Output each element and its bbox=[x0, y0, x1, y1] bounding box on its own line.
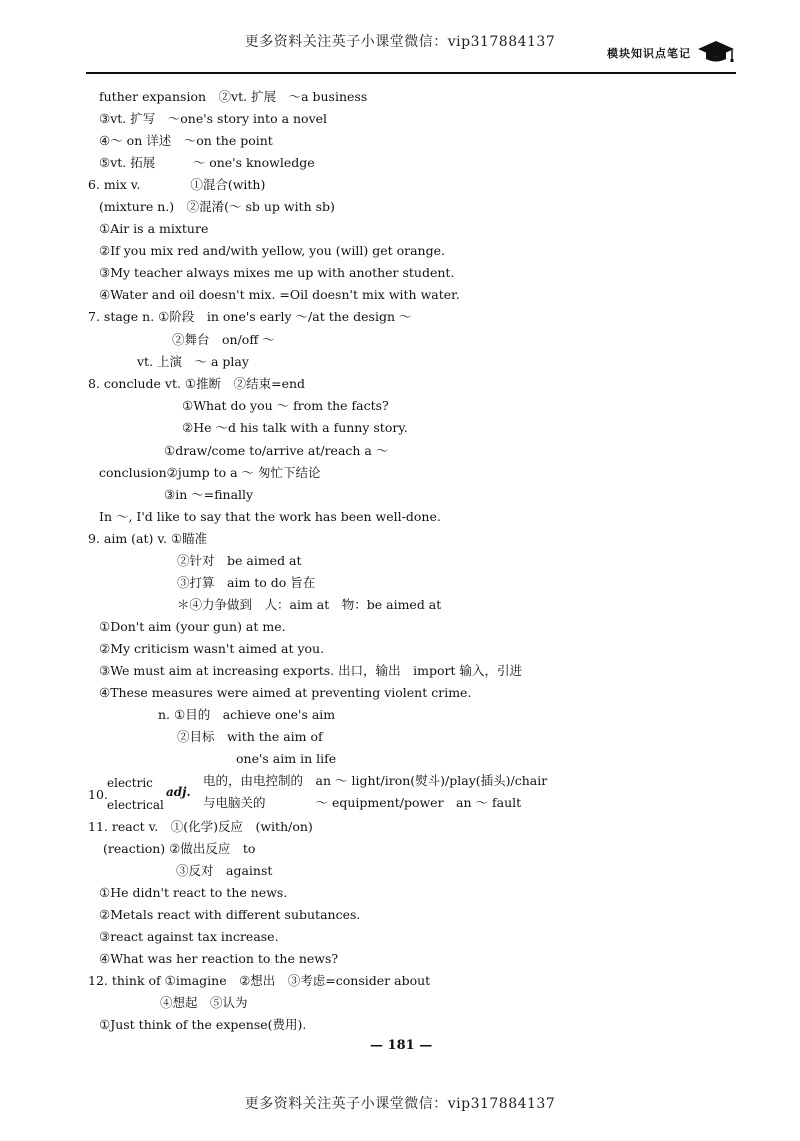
adj-label: adj. bbox=[166, 785, 191, 799]
line: ②目标 with the aim of bbox=[177, 729, 323, 744]
line: ④What was her reaction to the news? bbox=[99, 951, 339, 966]
line: electrical bbox=[107, 798, 164, 812]
line: ①Don't aim (your gun) at me. bbox=[99, 619, 286, 634]
line: ③react against tax increase. bbox=[99, 929, 279, 944]
line: In ～, I'd like to say that the work has been well-done. bbox=[99, 509, 441, 524]
module-label: 模块知识点笔记 bbox=[607, 47, 691, 60]
line: ①He didn't react to the news. bbox=[99, 885, 288, 900]
line: ②My criticism wasn't aimed at you. bbox=[99, 641, 325, 656]
line: conclusion②jump to a ～ 匆忙下结论 bbox=[99, 465, 321, 480]
line: ③vt. 扩写 ～one's story into a novel bbox=[99, 111, 328, 126]
line: 10. bbox=[88, 787, 108, 802]
line: vt. 上演 ～ a play bbox=[137, 354, 249, 369]
line: ②Metals react with different subutances. bbox=[99, 907, 361, 922]
line: (mixture n.) ②混淆(～ sb up with sb) bbox=[99, 199, 335, 214]
line: ③in ～=finally bbox=[164, 487, 254, 502]
line: (reaction) ②做出反应 to bbox=[103, 841, 256, 856]
line: 6. mix v. ①混合(with) bbox=[88, 177, 266, 192]
graduation-cap-icon bbox=[696, 38, 736, 64]
line: ①draw/come to/arrive at/reach a ～ bbox=[164, 443, 389, 458]
line: ⑤vt. 拓展 ～ one's knowledge bbox=[99, 155, 315, 170]
line: 电的，由电控制的 an ～ light/iron(熨斗)/play(插头)/chair bbox=[203, 773, 548, 788]
line: ④Water and oil doesn't mix. =Oil doesn't mix with water. bbox=[99, 287, 460, 302]
line: 12. think of ①imagine ②想出 ③考虑=consider about bbox=[88, 973, 431, 988]
line: ④想起 ⑤认为 bbox=[160, 995, 248, 1010]
line: 与电脑关的 ～ equipment/power an ～ fault bbox=[203, 795, 522, 810]
page-number: — 181 — bbox=[370, 1038, 433, 1053]
top-banner: 更多资料关注英子小课堂微信：vip317884137 bbox=[244, 34, 556, 50]
line: electric bbox=[107, 776, 153, 790]
line: ②针对 be aimed at bbox=[177, 553, 302, 568]
line: 8. conclude vt. ①推断 ②结束=end bbox=[88, 376, 306, 391]
line: ③打算 aim to do 旨在 bbox=[177, 575, 316, 590]
line: 9. aim (at) v. ①瞄准 bbox=[88, 531, 208, 546]
line: ②If you mix red and/with yellow, you (will) get orange. bbox=[99, 243, 445, 258]
line: n. ①目的 achieve one's aim bbox=[158, 707, 336, 722]
line: ④～ on 详述 ～on the point bbox=[99, 133, 273, 148]
line: ①What do you ～ from the facts? bbox=[182, 398, 389, 413]
bottom-banner: 更多资料关注英子小课堂微信：vip317884137 bbox=[244, 1096, 556, 1112]
line: ④These measures were aimed at preventing violent crime. bbox=[99, 685, 472, 700]
line: ②He ～d his talk with a funny story. bbox=[182, 420, 408, 435]
line: 11. react v. ①(化学)反应 (with/on) bbox=[88, 819, 313, 834]
line: ③We must aim at increasing exports. 出口，输出 import 输入，引进 bbox=[99, 663, 522, 678]
line: one's aim in life bbox=[236, 751, 337, 766]
line: ③反对 against bbox=[176, 863, 273, 878]
header-rule bbox=[86, 72, 736, 74]
line: futher expansion ②vt. 扩展 ～a business bbox=[99, 89, 368, 104]
line: ＊④力争做到 人：aim at 物：be aimed at bbox=[177, 597, 442, 612]
line: 7. stage n. ①阶段 in one's early ～/at the design ～ bbox=[88, 309, 412, 324]
line: ①Just think of the expense(费用). bbox=[99, 1017, 307, 1032]
line: ③My teacher always mixes me up with another student. bbox=[99, 265, 455, 280]
line: ②舞台 on/off ～ bbox=[172, 332, 275, 347]
line: ①Air is a mixture bbox=[99, 221, 209, 236]
